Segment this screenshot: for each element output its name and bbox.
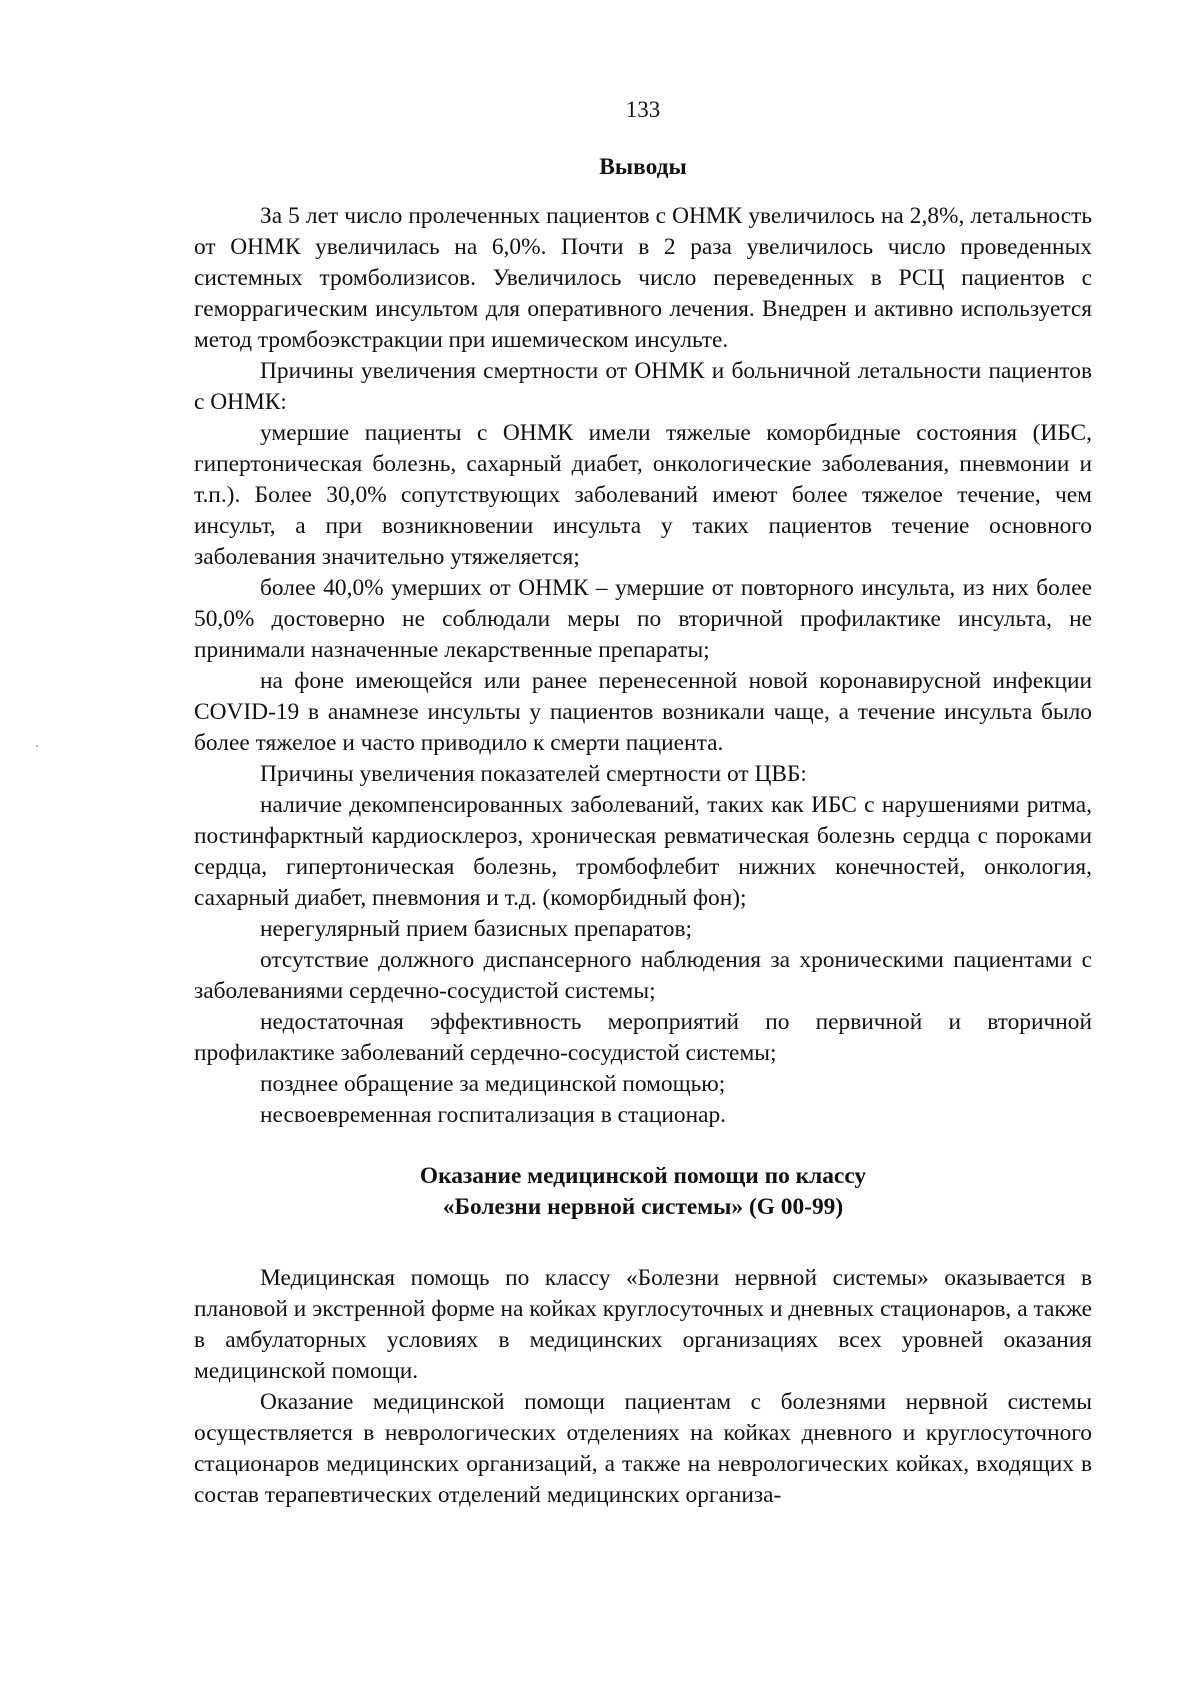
scan-speck — [36, 745, 38, 747]
paragraph: на фоне имеющейся или ранее перенесенной новой коронавирусной инфекции COVID-19 в анамнезе инсульты у пациентов возникали чаще, а течение инсульта было более тяжелое и часто приводило к смерти пациента. — [194, 668, 1092, 756]
paragraph: несвоевременная госпитализация в стационар. — [260, 1102, 727, 1128]
paragraph: позднее обращение за медицинской помощью; — [260, 1071, 726, 1097]
paragraph: недостаточная эффективность мероприятий по первичной и вторичной профилактике заболеваний сердечно-сосудистой системы; — [194, 1009, 1092, 1066]
paragraph: За 5 лет число пролеченных пациентов с ОНМК увеличилось на 2,8%, летальность от ОНМК увеличилась на 6,0%. Почти в 2 раза увеличилось число проведенных системных тромболизисов. Увеличилось число переведенных в РСЦ пациентов с геморрагическим инсультом для оперативного лечения. Внедрен и активно используется метод тромбоэкстракции при ишемическом инсульте. — [194, 203, 1092, 353]
paragraph: отсутствие должного диспансерного наблюдения за хроническими пациентами с заболеваниями сердечно-сосудистой системы; — [194, 947, 1092, 1004]
paragraph: более 40,0% умерших от ОНМК – умершие от повторного инсульта, из них более 50,0% достоверно не соблюдали меры по вторичной профилактике инсульта, не принимали назначенные лекарственные препараты; — [194, 575, 1092, 663]
paragraph: Медицинская помощь по классу «Болезни нервной системы» оказывается в плановой и экстренной форме на койках круглосуточных и дневных стационаров, а также в амбулаторных условиях в медицинских организациях всех уровней оказания медицинской помощи. — [194, 1265, 1092, 1384]
conclusions-body — [194, 201, 1092, 1131]
page-number: 133 — [625, 97, 661, 122]
paragraph: Оказание медицинской помощи пациентам с болезнями нервной системы осуществляется в неврологических отделениях на койках дневного и круглосуточного стационаров медицинских организаций, а также на неврологических койках, входящих в состав терапевтических отделений медицинских организа- — [194, 1389, 1092, 1508]
section-title-line: «Болезни нервной системы» (G 00-99) — [442, 1194, 844, 1220]
section-title-conclusions: Выводы — [599, 154, 687, 180]
paragraph: Причины увеличения смертности от ОНМК и больничной летальности пациентов с ОНМК: — [194, 358, 1092, 415]
paragraph: нерегулярный прием базисных препаратов; — [260, 916, 693, 942]
paragraph: наличие декомпенсированных заболеваний, таких как ИБС с нарушениями ритма, постинфарктный кардиосклероз, хроническая ревматическая болезнь сердца с пороками сердца, гипертоническая болезнь, тромбофлебит нижних конечностей, онкология, сахарный диабет, пневмония и т.д. (коморбидный фон); — [194, 792, 1092, 911]
section-title-line: Оказание медицинской помощи по классу — [419, 1163, 867, 1189]
paragraph: Причины увеличения показателей смертности от ЦВБ: — [260, 761, 807, 787]
paragraph: умершие пациенты с ОНМК имели тяжелые коморбидные состояния (ИБС, гипертоническая болезнь, сахарный диабет, онкологические заболевания, пневмонии и т.п.). Более 30,0% сопутствующих заболеваний имеют более тяжелое течение, чем инсульт, а при возникновении инсульта у таких пациентов течение основного заболевания значительно утяжеляется; — [194, 420, 1092, 570]
section-title-nervous-system — [194, 1161, 1092, 1223]
nervous-system-body — [194, 1263, 1092, 1511]
